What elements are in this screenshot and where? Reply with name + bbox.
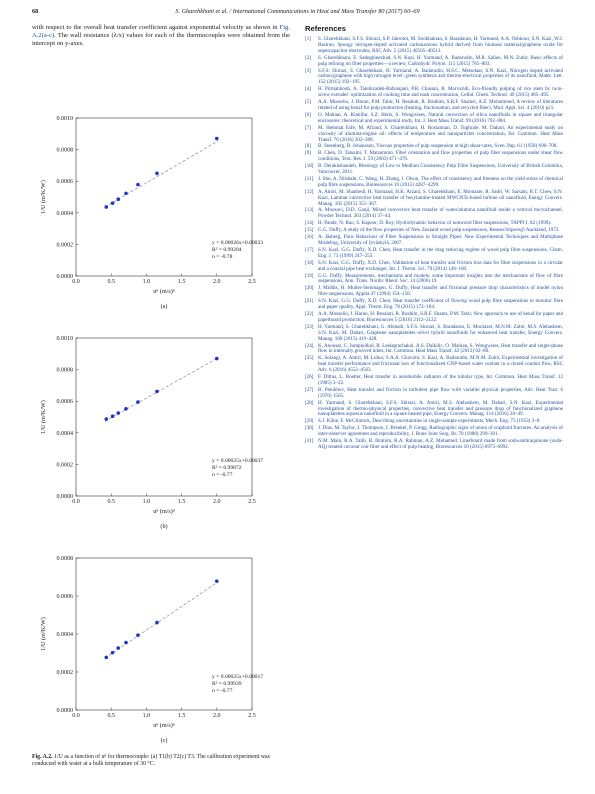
x-axis-label: uⁿ (m/s)ⁿ: [153, 722, 175, 729]
figure-panel-a: [32, 110, 290, 322]
fit-equation: y = 0.00026x+0.00033: [212, 240, 264, 246]
y-tick-label: 0.0004: [56, 210, 73, 217]
fit-n: n = -0.78: [212, 253, 233, 260]
fit-r2: R² = 0.99939: [212, 680, 242, 687]
reference-text[interactable]: B. Chen, D. Tatsumi, T. Matsumoto, Fiber orientation and flow properties of pulp fiber suspensions under shear flow conditions, Text. Res. J. 59 (2003) 471–478.: [318, 150, 563, 163]
reference-text[interactable]: S.F.S. Shirazi, S. Gharehkhani, H. Yarmand, A. Badarudin, H.S.C. Metselaar, S.N. Kazi, Nitrogen doped activated carbon/graphene with high nitrogen level: green synthesis and thermo-electrical properties of its nanofluid, Mater. Lett. 152 (2015) 192–195.: [318, 67, 563, 86]
panel-label: (b): [160, 523, 168, 530]
reference-number[interactable]: [14]: [305, 220, 314, 227]
y-tick-label: 0.0000: [56, 274, 73, 280]
x-axis-label: uⁿ (m/s)ⁿ: [153, 288, 175, 295]
y-tick-label: 0.0006: [56, 399, 73, 406]
figure-panel-c: [32, 550, 290, 756]
fit-line: [105, 358, 218, 422]
x-tick-label: 2.0: [213, 713, 221, 719]
reference-text[interactable]: O. Mahian, A. Kianifar, S.Z. Heris, S. Wongwises, Natural convection of silica nanofluids in square and triangular enclosures: theoretical and experimental study, Int. J. Heat Mass Transf. 99 (2016) 792–804.: [318, 111, 563, 124]
y-axis-label: 1/U (m²K/W): [40, 617, 47, 651]
reference-text[interactable]: S.J. Kline, F. McClintock, Describing uncertainties in single-sample experiments, Mech. Eng. 75 (1953) 3–8.: [318, 418, 541, 425]
reference-number[interactable]: [23]: [305, 323, 314, 330]
chart-c-svg: [32, 550, 290, 756]
data-point: [116, 197, 120, 201]
reference-item: [305, 312, 563, 324]
reference-number[interactable]: [24]: [305, 342, 314, 349]
reference-number[interactable]: [15]: [305, 227, 314, 234]
reference-number[interactable]: [4]: [305, 86, 311, 93]
reference-number[interactable]: [22]: [305, 310, 314, 317]
reference-text[interactable]: J. Middis, H. Muller-Steinhagen, G. Duffy, Heat transfer and frictional pressure drop characteristics of model nylon fibre suspensions, Appita 47 (1994) 154–158.: [318, 285, 563, 298]
reference-item: [305, 401, 563, 419]
reference-number[interactable]: [3]: [305, 67, 311, 74]
y-tick-label: 0.0002: [56, 462, 73, 469]
running-title: S. Gharehkhani et al. / International Communications in Heat and Mass Transfer 80 (2017) 60–69: [175, 8, 420, 15]
reference-item: [305, 388, 563, 400]
data-point: [111, 651, 115, 655]
data-point: [104, 417, 108, 421]
reference-text[interactable]: H. Yarmand, S. Gharehkhani, S.F.S. Shirazi, A. Amiri, M.S. Alehashem, M. Dahari, S.N. Kazi, Experimental investigation of thermo-physical properties, convective heat transfer and pressure drop of functionalized graphene nanoplatelets aqueous nanofluid in a square heated pipe, Energy Convers. Manag. 114 (2016) 38–49.: [318, 399, 563, 418]
reference-item: [305, 126, 563, 144]
reference-item: [305, 164, 563, 176]
x-tick-label: 1.5: [177, 499, 186, 505]
reference-number[interactable]: [29]: [305, 418, 314, 425]
reference-number[interactable]: [1]: [305, 36, 311, 42]
x-tick-label: 1.0: [142, 499, 151, 505]
reference-text[interactable]: S. Gharehkhani, E. Sadeghinezhad, S.N. Kazi, H. Yarmand, A. Badarudin, M.R. Safaei, M.N. Zubir, Basic effects of pulp refining on fiber properties—a review, Carbohydr. Polym. 115 (2015) 785–803.: [318, 54, 563, 67]
y-tick-label: 0.0008: [56, 147, 73, 154]
reference-text[interactable]: B. Steenberg, B. Johansson, Viscous properties of pulp suspension at high shear-rates, Sven. Pap. 61 (1958) 696–700.: [318, 143, 558, 150]
reference-text[interactable]: H. Yarmand, S. Gharehkhani, G. Ahmadi, S.F.S. Shirazi, S. Baradaran, E. Montazer, M.N.M. Zubir, M.S. Alehashem, S.N. Kazi, M. Dahari, Graphene nanoplatelets–silver hybrid nanofluids for enhanced heat transfer, Energy Convers. Manag. 100 (2015) 419–428.: [318, 323, 563, 342]
reference-list: [305, 37, 563, 451]
x-axis-label: uⁿ (m/s)ⁿ: [153, 508, 175, 515]
reference-item: [305, 248, 563, 260]
reference-text[interactable]: F. Dittus, L. Boelter, Heat transfer in automobile radiators of the tubular type, Int. Commun. Heat Mass Transf. 12 (1985) 3–22.: [318, 374, 563, 386]
fit-equation: y = 0.00025x+0.00037: [212, 458, 264, 464]
data-point: [116, 411, 120, 415]
data-point: [215, 357, 219, 361]
reference-number[interactable]: [26]: [305, 374, 314, 381]
reference-number[interactable]: [21]: [305, 298, 314, 305]
reference-text[interactable]: M. Hemmat Esfe, M. Afrand, S. Gharehkhani, H. Rostamian, D. Toghraie, M. Dahari, An experimental study on viscosity of alumina-engine oil: effects of temperature and nanoparticles concentration, Int. Commun. Heat Mass Transf. 76 (2016) 202–208.: [318, 124, 563, 143]
reference-text[interactable]: A. Jäsberg, Flow Behaviour of Fibre Suspensions in Straight Pipes: New Experimental Techniques and Multiphase Modeling, University of Jyväskylä, 2007.: [318, 234, 563, 246]
reference-number[interactable]: [30]: [305, 425, 314, 432]
data-point: [124, 641, 128, 645]
reference-text[interactable]: H. Pirmahboub, A. Talebizadeh-Rafsanjani, P.R. Chasani, R. Morvaridi, Eco-friendly pulping of rice stem by twin-screw extruder: optimization of cooking time and nash concentration, Cellul. Chem. Technol. 49 (2015) 485–495.: [318, 86, 563, 99]
reference-text[interactable]: S.N. Kazi, G.G. Duffy, X.D. Chen, Heat transfer coefficient of flowing wood pulp fibre suspensions to monitor fibre and paper quality, Appl. Therm. Eng. 78 (2015) 172–184.: [318, 298, 563, 311]
reference-number[interactable]: [7]: [305, 124, 311, 131]
reference-item: [305, 100, 563, 112]
x-tick-label: 2.5: [248, 713, 256, 719]
fit-line: [105, 582, 218, 658]
reference-text[interactable]: A.A. Mosselio, J. Harun, H. Resalati, R. Ibrahim, S.R.F. Shams, P.M. Tahir, New approach to use of kenaf for paper and paperboard production, Bioresources 5 (2010) 2112–2122.: [318, 310, 563, 323]
reference-text[interactable]: A. Amiri, M. Shanbedi, H. Yarmand, H.K. Arzani, S. Gharehkhani, E. Montazer, R. Sadri, W. Sarsam, B.T. Chew, S.N. Kazi, Laminar convective heat transfer of hexylamine-treated MWCNTs-based turbine oil nanofluid, Energy Convers. Manag. 105 (2015) 355–367.: [318, 188, 563, 207]
x-tick-label: 1.5: [177, 713, 186, 719]
reference-number[interactable]: [9]: [305, 150, 311, 157]
reference-item: [305, 151, 563, 163]
reference-text[interactable]: A. Moosavi, D.D. Ganji, Mixed convective heat transfer of water/alumina nanofluid inside a vertical microchannel, Powder Technol. 263 (2014) 37–44.: [318, 207, 563, 220]
reference-item: [305, 208, 563, 220]
references-section: [305, 24, 563, 452]
reference-number[interactable]: [5]: [305, 99, 311, 106]
panel-label: (c): [160, 737, 168, 744]
reference-text[interactable]: J. Shu, A. Nilsbaht, C. Wang, H. Zhang, J. Olson, The effect of consistency and freeness on the yield stress of chemical pulp fibre suspensions, Bioresources 10 (2015) 4287–4299.: [318, 175, 563, 188]
fit-equation: y = 0.00025x+0.00017: [212, 674, 264, 680]
x-tick-label: 0.5: [107, 713, 115, 719]
data-point: [215, 137, 219, 141]
data-point: [155, 172, 159, 176]
y-axis-label: 1/U (m²K/W): [40, 400, 47, 434]
caption-label: Fig. A.2.: [32, 754, 53, 760]
fit-line: [105, 141, 218, 207]
figure-caption: [32, 754, 290, 768]
reference-text[interactable]: K. Solangi, A. Amiri, M. Luhur, S.A.A. Ghavimi, S. Kazi, A. Badarudin, M.N.M. Zubir, Experimental investigation of heat transfer performance and frictional loss of functionalized GNP-based water coolant in a closed conduit flow, RSC Adv. 6 (2016) 4552–4563.: [318, 355, 563, 374]
reference-number[interactable]: [31]: [305, 438, 314, 445]
reference-item: [305, 261, 563, 273]
reference-number[interactable]: [8]: [305, 143, 311, 150]
reference-text[interactable]: S.N. Kazi, G.G. Duffy, X.D. Chen, Validation of heat transfer and friction loss data for fibre suspensions in a circular and a coaxial pipe heat exchanger, Int. J. Therm. Sci. 79 (2014) 146–160.: [318, 259, 563, 272]
data-point: [136, 633, 140, 637]
reference-item: [305, 426, 563, 438]
page-header: [32, 8, 563, 20]
reference-text[interactable]: J. Dias, M. Taylor, J. Thompson, I. Brenkel, P. Gregg, Radiographic signs of union of scaphoid fractures. An analysis of inter-observer agreement and reproducibility, J. Bone Joint Surg. Br. 70 (1988) 299–301.: [318, 425, 563, 438]
x-tick-label: 2.5: [248, 279, 256, 285]
stats-box-a: [212, 240, 263, 260]
y-tick-label: 0.0002: [56, 670, 73, 676]
x-tick-label: 0.5: [107, 279, 115, 285]
reference-number[interactable]: [28]: [305, 399, 314, 406]
reference-text[interactable]: H. Pande, N. Rao, S. Kapoor, D. Roy, Hydrodynamic behavior of nonwood fiber suspensions, TAPPI J. 82 (1999).: [318, 220, 552, 227]
reference-text[interactable]: A.A. Mosselio, J. Harun, P.M. Tahir, H. Resalati, R. Ibrahim, S.R.F. Shamsi, A.Z. Mohammed, A review of literatures related of using kenaf for pulp production (beating, fractionation, and recycled fiber), Mod. Appl. Sci. 4 (2010) p21.: [318, 99, 563, 111]
page-number: 68: [32, 8, 39, 15]
panel-label: (a): [160, 303, 168, 310]
data-point: [116, 646, 120, 650]
fit-n: n = -0.77: [212, 687, 233, 694]
fit-r2: R² = 0.99204: [212, 246, 242, 253]
x-tick-label: 1.0: [142, 279, 151, 285]
caption-text: 1/U as a function of uⁿ for thermocouple: (a) T1(b) T2(c) T3. The calibration experiment was conducted with water at a bulk temperature of 30 °C.: [32, 754, 270, 768]
data-point: [111, 201, 115, 205]
data-point: [111, 414, 115, 418]
y-tick-label: 0.0006: [56, 179, 73, 186]
data-point: [124, 407, 128, 411]
data-point: [124, 192, 128, 196]
intro-paragraph: [32, 24, 290, 49]
reference-number[interactable]: [20]: [305, 285, 314, 292]
chart-a-svg: [32, 110, 290, 322]
reference-number[interactable]: [25]: [305, 355, 314, 362]
figure-panel-b: [32, 330, 290, 542]
x-tick-label: 2.5: [248, 499, 256, 505]
fit-n: n = -0.77: [212, 471, 233, 478]
reference-item: [305, 56, 563, 68]
x-tick-label: 0.5: [107, 499, 115, 505]
reference-item: [305, 69, 563, 87]
data-point: [215, 579, 219, 583]
y-tick-label: 0.0008: [56, 556, 73, 562]
x-tick-label: 2.0: [213, 499, 221, 505]
reference-item: [305, 299, 563, 311]
x-tick-label: 1.5: [177, 279, 186, 285]
reference-number[interactable]: [2]: [305, 54, 311, 61]
y-tick-label: 0.0004: [56, 430, 73, 437]
reference-number[interactable]: [6]: [305, 111, 311, 118]
data-point: [136, 183, 140, 187]
reference-text[interactable]: S.N. Kazi, G.G. Duffy, X.D. Chen, Heat transfer in the drag reducing regime of wood pulp fibre suspensions, Chem. Eng. J. 73 (1999) 247–253.: [318, 246, 563, 259]
reference-item: [305, 87, 563, 99]
x-tick-label: 1.0: [142, 713, 151, 719]
data-point: [104, 205, 108, 209]
reference-number[interactable]: [13]: [305, 207, 314, 214]
y-tick-label: 0.0010: [56, 336, 73, 342]
x-tick-label: 0.0: [72, 279, 80, 285]
reference-item: [305, 344, 563, 356]
y-tick-label: 0.0008: [56, 367, 73, 374]
reference-text[interactable]: N.M. Main, R.A. Talib, R. Ibrahim, R.A. Rahman, A.Z. Mohamed, Linerboard made from soda-anthraquinone (soda-AQ) treated coconut coir fiber and effect of pulp beating, Bioresources 10 (2015) 6975–6992.: [318, 438, 563, 450]
reference-number[interactable]: [27]: [305, 386, 314, 393]
reference-number[interactable]: [16]: [305, 234, 314, 241]
reference-text[interactable]: B. Petukhov, Heat transfer and friction in turbulent pipe flow with variable physical properties, Adv. Heat Tran. 6 (1970) 1565.: [318, 386, 563, 399]
stats-box-b: [212, 458, 263, 478]
reference-item: [305, 356, 563, 374]
y-axis-label: 1/U (m²K/W): [40, 180, 47, 214]
reference-number[interactable]: [11]: [305, 175, 314, 182]
reference-number[interactable]: [19]: [305, 272, 314, 279]
reference-text[interactable]: G.G. Duffy, A study of the flow properties of New Zealand wood pulp suspensions, ResearchSpace@ Auckland, 1972.: [318, 227, 560, 234]
reference-text[interactable]: S. Gharehkhani, S.F.S. Shirazi, S.P. Jahromi, M. Sookhakian, S. Baradaran, H. Yarmand, A.A. Oshkour, S.N. Kazi, W.J. Basirun, Spongy nitrogen-doped activated carbonaceous hybrid derived from biomass material/graphene oxide for supercapacitor electrodes, RSC Adv. 5 (2015) 40505–40513.: [318, 36, 563, 54]
y-tick-label: 0.0000: [56, 708, 73, 714]
figure-a2: [32, 110, 290, 760]
reference-text[interactable]: B. Derakhshandeh, Rheology of Low to Medium Consistency Pulp Fibre Suspensions, University of British Columbia, Vancouver, 2011.: [318, 163, 563, 176]
data-point: [155, 621, 159, 625]
data-point: [136, 400, 140, 404]
data-point: [155, 390, 159, 394]
reference-item: [305, 274, 563, 286]
stats-box-c: [212, 674, 263, 694]
y-tick-label: 0.0006: [56, 594, 73, 600]
x-tick-label: 0.0: [72, 713, 80, 719]
chart-b-svg: [32, 330, 290, 542]
fit-r2: R² = 0.99872: [212, 464, 242, 471]
x-tick-label: 2.0: [213, 279, 221, 285]
y-tick-label: 0.0000: [56, 494, 73, 500]
reference-text[interactable]: K. Anoosat, C. Jumpholkul, R. Leelaprachakul, A.S. Dalkilic, O. Mahian, S. Wongwises, Heat transfer and single-phase flow in internally grooved tubes, Int. Commun. Heat Mass Transf. 42 (2013) 62–68.: [318, 342, 563, 355]
x-tick-label: 0.0: [72, 499, 80, 505]
reference-number[interactable]: [18]: [305, 259, 314, 266]
references-heading: References: [305, 24, 346, 33]
reference-item: [305, 286, 563, 298]
intro-text-after: . The wall resistance (λ/x) values for each of the thermocouples were obtained from the intercept on y-axes.: [32, 32, 290, 48]
y-tick-label: 0.0004: [56, 632, 73, 638]
reference-text[interactable]: G.G. Duffy, Measurements, mechanisms and models: some important insights into the mechanisms of flow of fibre suspensions, Ann. Trans. Nordic Rheol. Soc. 14 (2006) 19.: [318, 272, 563, 285]
y-tick-label: 0.0002: [56, 242, 73, 249]
data-point: [104, 656, 108, 660]
reference-item: [305, 113, 563, 125]
reference-number[interactable]: [10]: [305, 163, 314, 170]
reference-item: [305, 235, 563, 247]
reference-item: [305, 439, 563, 451]
reference-item: [305, 190, 563, 208]
reference-item: [305, 177, 563, 189]
intro-text-before: with respect to the overall heat transfer coefficient against exponential velocity as shown in: [32, 24, 280, 31]
reference-number[interactable]: [12]: [305, 188, 314, 195]
reference-number[interactable]: [17]: [305, 246, 314, 253]
reference-item: [305, 37, 563, 55]
figure-link[interactable]: Fig. A.2(a-c): [32, 24, 290, 40]
y-tick-label: 0.0010: [56, 116, 73, 122]
reference-item: [305, 375, 563, 387]
reference-item: [305, 325, 563, 343]
